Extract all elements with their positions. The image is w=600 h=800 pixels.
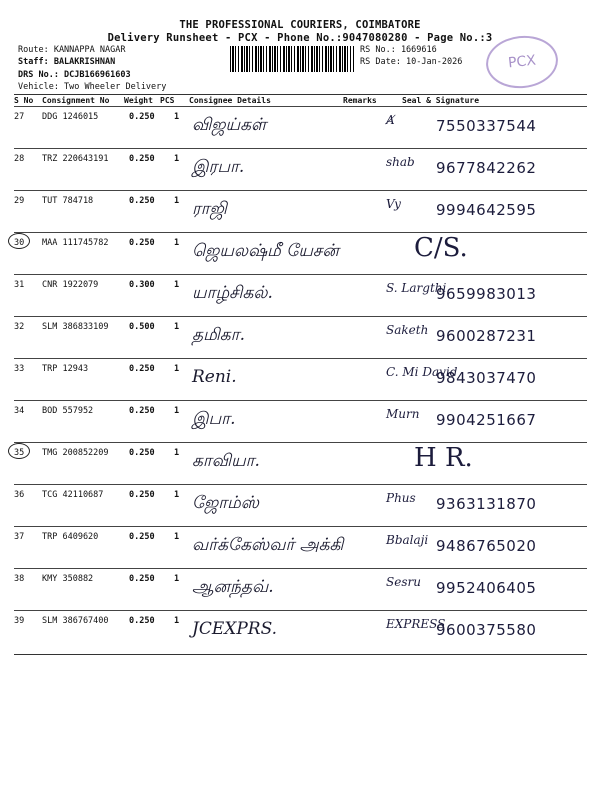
signature-handwriting: shab bbox=[386, 155, 415, 169]
table-row bbox=[14, 106, 587, 148]
weight-value: 0.250 bbox=[129, 574, 155, 584]
pieces-count: 1 bbox=[174, 322, 180, 332]
serial-number: 35 bbox=[14, 448, 25, 458]
pieces-count: 1 bbox=[174, 532, 180, 542]
circle-mark bbox=[8, 443, 30, 459]
phone-handwritten: 9677842262 bbox=[436, 159, 537, 177]
weight-value: 0.500 bbox=[129, 322, 155, 332]
serial-number: 32 bbox=[14, 322, 25, 332]
route-label: Route: KANNAPPA NAGAR bbox=[18, 45, 126, 55]
table-row bbox=[14, 400, 587, 442]
consignment-number: CNR 1922079 bbox=[42, 280, 99, 290]
serial-number: 38 bbox=[14, 574, 25, 584]
phone-handwritten: 9904251667 bbox=[436, 411, 537, 429]
circle-mark bbox=[8, 233, 30, 249]
phone-handwritten: 9600375580 bbox=[436, 621, 537, 639]
weight-value: 0.250 bbox=[129, 154, 155, 164]
staff-label: Staff: BALAKRISHNAN bbox=[18, 57, 116, 67]
phone-handwritten: 9363131870 bbox=[436, 495, 537, 513]
pieces-count: 1 bbox=[174, 364, 180, 374]
signature-handwriting: Sesru bbox=[386, 575, 421, 589]
signature-handwriting: Bbalaji bbox=[386, 533, 429, 547]
serial-number: 36 bbox=[14, 490, 25, 500]
col-consignee: Consignee Details bbox=[189, 96, 271, 105]
consignment-number: TRP 12943 bbox=[42, 364, 89, 374]
table-row bbox=[14, 232, 587, 274]
table-row bbox=[14, 190, 587, 232]
consignee-handwritten-name: ஆனந்தவ். bbox=[192, 577, 274, 597]
table-bottom-line bbox=[14, 654, 587, 655]
phone-handwritten: 9659983013 bbox=[436, 285, 537, 303]
table-row bbox=[14, 358, 587, 400]
col-weight: Weight bbox=[124, 96, 153, 105]
signature-handwriting: Saketh bbox=[386, 323, 429, 337]
consignment-number: SLM 386833109 bbox=[42, 322, 109, 332]
signature-handwriting: EXPRESS bbox=[386, 617, 446, 631]
consignment-number: SLM 386767400 bbox=[42, 616, 109, 626]
weight-value: 0.250 bbox=[129, 616, 155, 626]
consignment-number: KMY 350882 bbox=[42, 574, 94, 584]
weight-value: 0.250 bbox=[129, 448, 155, 458]
consignee-handwritten-name: ஜெயலஷ்மீ யேசன் bbox=[192, 241, 339, 261]
vehicle-label: Vehicle: Two Wheeler Delivery bbox=[18, 82, 167, 92]
signature-handwriting: C/S. bbox=[414, 233, 468, 263]
weight-value: 0.250 bbox=[129, 196, 155, 206]
phone-handwritten: 9843037470 bbox=[436, 369, 537, 387]
pieces-count: 1 bbox=[174, 196, 180, 206]
col-pcs: PCS bbox=[160, 96, 175, 105]
consignment-number: MAA 111745782 bbox=[42, 238, 109, 248]
rs-no-label: RS No.: 1669616 bbox=[360, 45, 437, 55]
pieces-count: 1 bbox=[174, 490, 180, 500]
consignee-handwritten-name: ஜோம்ஸ் bbox=[192, 493, 260, 513]
consignee-handwritten-name: இபா. bbox=[192, 409, 236, 429]
table-row bbox=[14, 148, 587, 190]
weight-value: 0.250 bbox=[129, 112, 155, 122]
consignee-handwritten-name: Reni. bbox=[192, 367, 237, 387]
rs-date-label: RS Date: 10-Jan-2026 bbox=[360, 57, 463, 67]
signature-handwriting: Phus bbox=[386, 491, 416, 505]
pieces-count: 1 bbox=[174, 406, 180, 416]
consignment-number: TMG 200852209 bbox=[42, 448, 109, 458]
serial-number: 27 bbox=[14, 112, 25, 122]
serial-number: 29 bbox=[14, 196, 25, 206]
table-row bbox=[14, 568, 587, 610]
table-row bbox=[14, 484, 587, 526]
consignee-handwritten-name: இரபா. bbox=[192, 157, 245, 177]
pieces-count: 1 bbox=[174, 616, 180, 626]
col-remarks: Remarks bbox=[343, 96, 377, 105]
signature-handwriting: C. Mi David bbox=[386, 365, 458, 379]
signature-handwriting: Murn bbox=[386, 407, 420, 421]
pieces-count: 1 bbox=[174, 448, 180, 458]
consignee-handwritten-name: வர்க்கேஸ்வர் அக்கி bbox=[192, 535, 344, 555]
signature-handwriting: Ⱥ bbox=[386, 113, 395, 127]
weight-value: 0.250 bbox=[129, 532, 155, 542]
table-row bbox=[14, 610, 587, 652]
consignment-number: TCG 42110687 bbox=[42, 490, 104, 500]
table-row bbox=[14, 316, 587, 358]
weight-value: 0.250 bbox=[129, 490, 155, 500]
phone-handwritten: 9994642595 bbox=[436, 201, 537, 219]
weight-value: 0.250 bbox=[129, 406, 155, 416]
signature-handwriting: Vy bbox=[386, 197, 401, 211]
weight-value: 0.300 bbox=[129, 280, 155, 290]
serial-number: 28 bbox=[14, 154, 25, 164]
consignee-handwritten-name: JCEXPRS. bbox=[192, 619, 278, 639]
consignee-handwritten-name: யாழ்சிகல். bbox=[192, 283, 273, 303]
runsheet-subtitle: Delivery Runsheet - PCX - Phone No.:9047080280 - Page No.:3 bbox=[107, 32, 493, 44]
serial-number: 34 bbox=[14, 406, 25, 416]
drs-label: DRS No.: DCJB166961603 bbox=[18, 70, 131, 80]
pcx-stamp: PCX bbox=[483, 32, 560, 91]
consignee-handwritten-name: தமிகா. bbox=[192, 325, 245, 345]
pieces-count: 1 bbox=[174, 154, 180, 164]
table-row bbox=[14, 442, 587, 484]
phone-handwritten: 9600287231 bbox=[436, 327, 537, 345]
phone-handwritten: 9486765020 bbox=[436, 537, 537, 555]
weight-value: 0.250 bbox=[129, 238, 155, 248]
signature-handwriting: H R. bbox=[414, 443, 473, 473]
col-consignment: Consignment No bbox=[42, 96, 110, 105]
consignment-number: BOD 557952 bbox=[42, 406, 94, 416]
weight-value: 0.250 bbox=[129, 364, 155, 374]
consignee-handwritten-name: ராஜி bbox=[192, 199, 227, 219]
phone-handwritten: 9952406405 bbox=[436, 579, 537, 597]
col-sno: S No bbox=[14, 96, 34, 105]
serial-number: 31 bbox=[14, 280, 25, 290]
pieces-count: 1 bbox=[174, 280, 180, 290]
consignee-handwritten-name: காவியா. bbox=[192, 451, 260, 471]
serial-number: 39 bbox=[14, 616, 25, 626]
header-top-line bbox=[14, 94, 587, 95]
consignment-number: TRP 6409620 bbox=[42, 532, 99, 542]
table-row bbox=[14, 526, 587, 568]
consignment-number: TUT 784718 bbox=[42, 196, 94, 206]
consignment-number: TRZ 220643191 bbox=[42, 154, 109, 164]
phone-handwritten: 7550337544 bbox=[436, 117, 537, 135]
table-row bbox=[14, 274, 587, 316]
pieces-count: 1 bbox=[174, 574, 180, 584]
serial-number: 33 bbox=[14, 364, 25, 374]
pieces-count: 1 bbox=[174, 238, 180, 248]
company-title: THE PROFESSIONAL COURIERS, COIMBATORE bbox=[179, 19, 421, 31]
consignee-handwritten-name: விஜய்கள் bbox=[192, 115, 267, 135]
serial-number: 37 bbox=[14, 532, 25, 542]
col-seal: Seal & Signature bbox=[402, 96, 480, 105]
barcode-image bbox=[230, 46, 354, 72]
serial-number: 30 bbox=[14, 238, 25, 248]
signature-handwriting: S. Largthi bbox=[386, 281, 447, 295]
consignment-number: DDG 1246015 bbox=[42, 112, 99, 122]
pieces-count: 1 bbox=[174, 112, 180, 122]
